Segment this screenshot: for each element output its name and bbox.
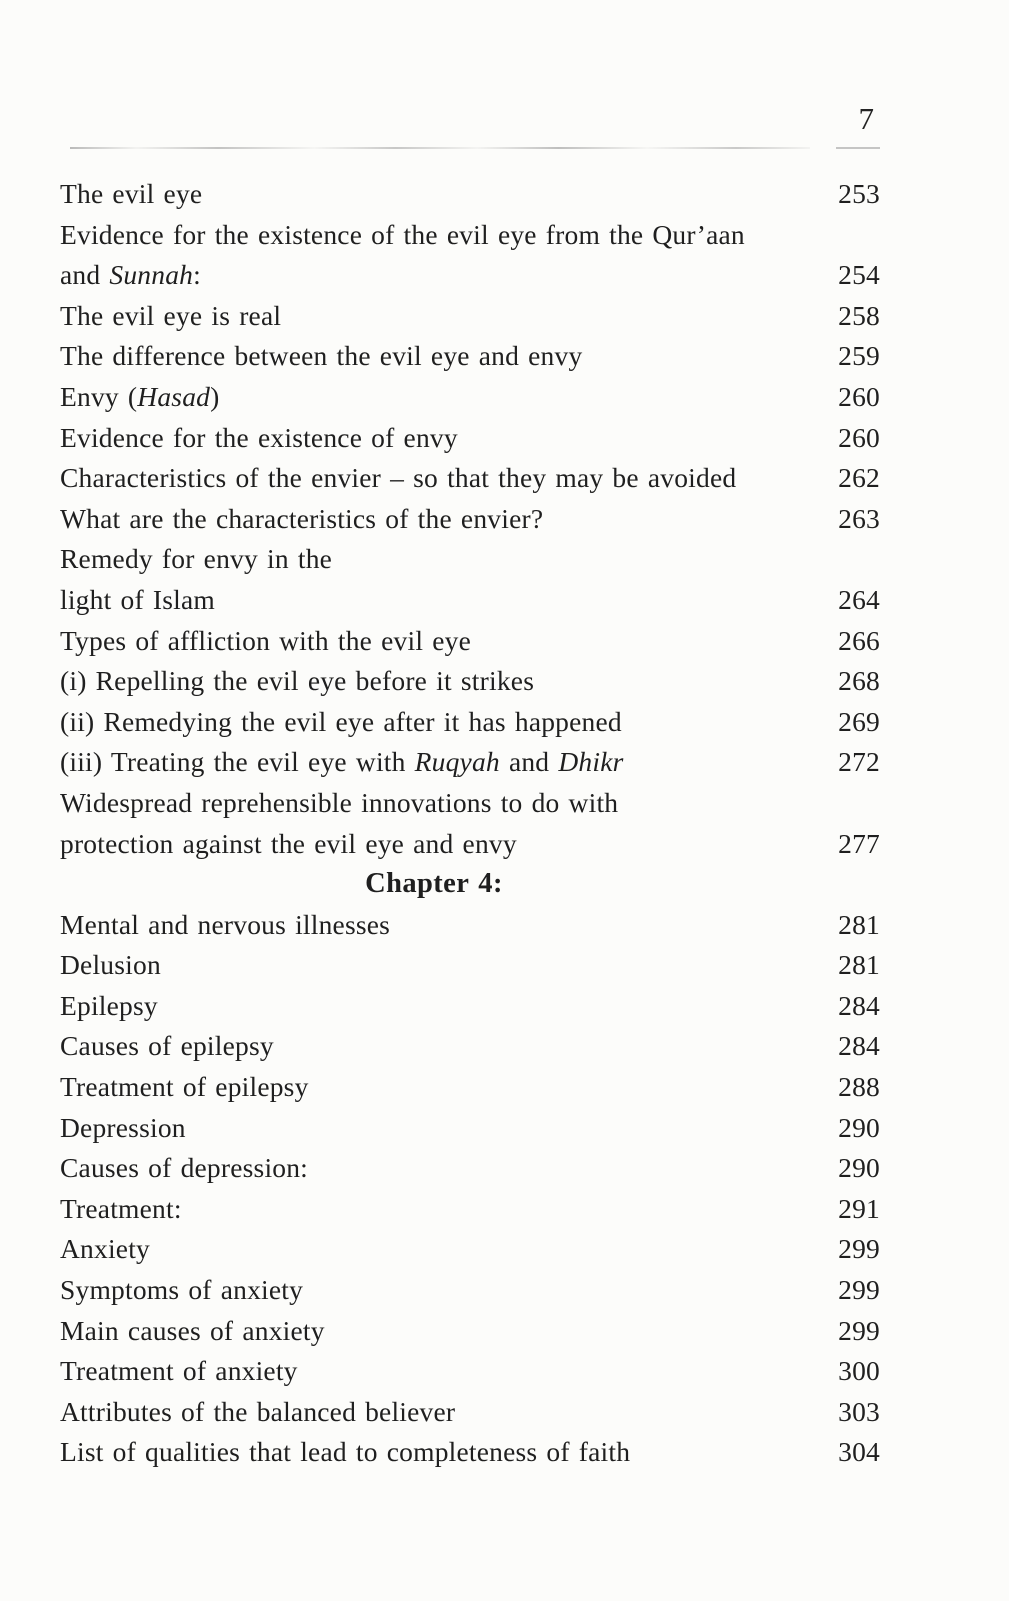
toc-entry-page-number: 258 xyxy=(838,299,880,331)
toc-entry xyxy=(60,1432,880,1473)
toc-entry-page-number: 260 xyxy=(838,421,880,453)
toc-entry-page-number: 272 xyxy=(838,746,880,778)
toc-entry xyxy=(60,702,880,743)
toc-entry-text xyxy=(60,1229,808,1270)
toc-entry-text xyxy=(60,215,808,256)
toc-entry-text-italic-segment: Hasad xyxy=(137,380,211,412)
toc-entry-text-segment: Treatment of epilepsy xyxy=(60,1071,309,1103)
toc-entry xyxy=(60,580,880,621)
toc-entry-text xyxy=(60,986,808,1027)
toc-entry-text-segment: Causes of epilepsy xyxy=(60,1030,274,1062)
toc-entry xyxy=(60,255,880,296)
toc-entry-text xyxy=(60,702,808,743)
toc-entry-text-segment: light of Islam xyxy=(60,583,215,615)
toc-entry-page-number: 299 xyxy=(838,1314,880,1346)
table-of-contents xyxy=(60,174,880,1473)
toc-entry-text xyxy=(60,1108,808,1149)
toc-entry-text xyxy=(60,1311,808,1352)
toc-entry-text-segment: The evil eye xyxy=(60,178,203,209)
toc-entry-text xyxy=(60,661,808,702)
toc-entry xyxy=(60,499,880,540)
toc-entry xyxy=(60,1351,880,1392)
toc-entry-text-segment: Remedy for envy in the xyxy=(60,543,333,575)
toc-entry xyxy=(60,661,880,702)
toc-entry xyxy=(60,621,880,662)
header-rule xyxy=(60,147,880,150)
toc-entry xyxy=(60,336,880,377)
toc-entry-text-segment: Treatment: xyxy=(60,1192,182,1224)
toc-entry-page-number: 291 xyxy=(838,1192,880,1224)
toc-entry-text xyxy=(60,1026,808,1067)
toc-entry-text xyxy=(60,499,808,540)
toc-entry-page-number: 268 xyxy=(838,665,880,697)
toc-entry-page-number: 299 xyxy=(838,1274,880,1306)
toc-entry-page-number: 254 xyxy=(838,259,880,291)
toc-entry-text xyxy=(60,1392,808,1433)
toc-entry-text-segment: Types of affliction with the evil eye xyxy=(60,624,472,656)
toc-entry xyxy=(60,377,880,418)
toc-entry-text-segment: Widespread reprehensible innovations to do with xyxy=(60,786,619,818)
toc-entry xyxy=(60,458,880,499)
toc-entry xyxy=(60,824,880,865)
toc-entry-text-segment: Mental and nervous illnesses xyxy=(60,908,391,940)
toc-entry-page-number: 263 xyxy=(838,502,880,534)
toc-entry-text xyxy=(60,174,808,215)
toc-entry xyxy=(60,418,880,459)
toc-entry-text-segment: Causes of depression: xyxy=(60,1152,309,1184)
toc-entry-page-number: 277 xyxy=(838,827,880,859)
toc-entry-text-segment: The evil eye is real xyxy=(60,299,282,331)
toc-entry-text-segment: ) xyxy=(210,380,220,412)
toc-entry-page-number: 290 xyxy=(838,1152,880,1184)
toc-entry-page-number: 288 xyxy=(838,1071,880,1103)
toc-entry-text-segment: Delusion xyxy=(60,949,161,981)
toc-entry-text-segment: and xyxy=(499,746,559,778)
toc-entry-text-italic-segment: Sunnah xyxy=(109,259,194,291)
toc-entry xyxy=(60,174,880,215)
toc-entry-page-number: 260 xyxy=(838,380,880,412)
toc-entry xyxy=(60,1148,880,1189)
toc-entry-text-segment: protection against the evil eye and envy xyxy=(60,827,517,859)
toc-entry-text xyxy=(60,1067,808,1108)
toc-entry-text-segment: (i) Repelling the evil eye before it strikes xyxy=(60,665,535,697)
header-rule-under-page-number xyxy=(836,147,880,149)
toc-entry-text xyxy=(60,905,808,946)
toc-entry xyxy=(60,1067,880,1108)
toc-entry-page-number: 303 xyxy=(838,1395,880,1427)
toc-entry xyxy=(60,215,880,256)
toc-entry-text xyxy=(60,945,808,986)
toc-entry-page-number: 281 xyxy=(838,949,880,981)
toc-entry-text-segment: Symptoms of anxiety xyxy=(60,1274,304,1306)
toc-entry xyxy=(60,1108,880,1149)
toc-entry-text-segment: (iii) Treating the evil eye with xyxy=(60,746,415,778)
toc-entry-text-segment: List of qualities that lead to completeness of faith xyxy=(60,1436,631,1468)
toc-entry-text-italic-segment: Ruqyah xyxy=(414,746,500,778)
toc-entry-text xyxy=(60,418,808,459)
toc-entry xyxy=(60,986,880,1027)
toc-entry-text xyxy=(60,783,808,824)
toc-entry-page-number: 264 xyxy=(838,583,880,615)
toc-entry-page-number: 262 xyxy=(838,462,880,494)
toc-entry xyxy=(60,1229,880,1270)
chapter-heading-row xyxy=(60,864,880,905)
toc-entry-text xyxy=(60,1189,808,1230)
toc-entry-text xyxy=(60,458,808,499)
toc-entry-text xyxy=(60,377,808,418)
toc-entry xyxy=(60,296,880,337)
toc-entry-page-number: 304 xyxy=(838,1436,880,1468)
toc-entry-page-number: 284 xyxy=(838,1030,880,1062)
toc-entry-text xyxy=(60,1432,808,1473)
header-rule-line xyxy=(70,147,810,149)
toc-entry-text-segment: Attributes of the balanced believer xyxy=(60,1395,456,1427)
toc-entry xyxy=(60,945,880,986)
toc-entry-text-segment: Epilepsy xyxy=(60,989,158,1021)
toc-entry-text xyxy=(60,1148,808,1189)
toc-entry-text-segment: What are the characteristics of the envier? xyxy=(60,502,544,534)
toc-entry-text xyxy=(60,580,808,621)
toc-entry-text xyxy=(60,296,808,337)
toc-entry xyxy=(60,1392,880,1433)
toc-entry-page-number: 300 xyxy=(838,1355,880,1387)
toc-entry-text xyxy=(60,255,808,296)
toc-entry-text-segment: and xyxy=(60,259,110,291)
toc-entry-page-number: 259 xyxy=(838,340,880,372)
toc-entry-page-number: 266 xyxy=(838,624,880,656)
toc-entry xyxy=(60,1311,880,1352)
toc-entry xyxy=(60,742,880,783)
toc-entry-text-segment: Envy ( xyxy=(60,380,138,412)
toc-entry-text xyxy=(60,621,808,662)
toc-entry xyxy=(60,783,880,824)
toc-entry xyxy=(60,1189,880,1230)
toc-entry-text-segment: Treatment of anxiety xyxy=(60,1355,298,1387)
toc-entry-text-segment: The difference between the evil eye and envy xyxy=(60,340,583,372)
toc-entry-page-number: 253 xyxy=(838,178,880,209)
chapter-heading: Chapter 4: xyxy=(365,868,503,900)
toc-entry-text xyxy=(60,336,808,377)
toc-entry-text-segment: (ii) Remedying the evil eye after it has happened xyxy=(60,705,622,737)
toc-entry xyxy=(60,905,880,946)
toc-entry-page-number: 284 xyxy=(838,989,880,1021)
page-header xyxy=(60,100,880,150)
toc-entry-text xyxy=(60,824,808,865)
toc-entry-text xyxy=(60,1270,808,1311)
toc-entry-text-segment: : xyxy=(193,259,201,291)
toc-entry-text-segment: Evidence for the existence of the evil eye from the Qur’aan xyxy=(60,218,745,250)
toc-entry-text-segment: Characteristics of the envier – so that they may be avoided xyxy=(60,462,737,494)
page-number: 7 xyxy=(858,101,874,136)
toc-entry xyxy=(60,1026,880,1067)
toc-entry-text xyxy=(60,742,808,783)
toc-entry-text-italic-segment: Dhikr xyxy=(558,746,624,778)
toc-entry-text-segment: Depression xyxy=(60,1111,186,1143)
toc-entry-page-number: 269 xyxy=(838,705,880,737)
toc-entry-page-number: 299 xyxy=(838,1233,880,1265)
toc-entry xyxy=(60,1270,880,1311)
toc-entry-page-number: 290 xyxy=(838,1111,880,1143)
toc-entry-page-number: 281 xyxy=(838,908,880,940)
toc-entry-text xyxy=(60,1351,808,1392)
toc-entry-text-segment: Main causes of anxiety xyxy=(60,1314,325,1346)
toc-entry-text xyxy=(60,539,808,580)
toc-entry-text-segment: Anxiety xyxy=(60,1233,150,1265)
toc-entry xyxy=(60,539,880,580)
toc-entry-text-segment: Evidence for the existence of envy xyxy=(60,421,458,453)
